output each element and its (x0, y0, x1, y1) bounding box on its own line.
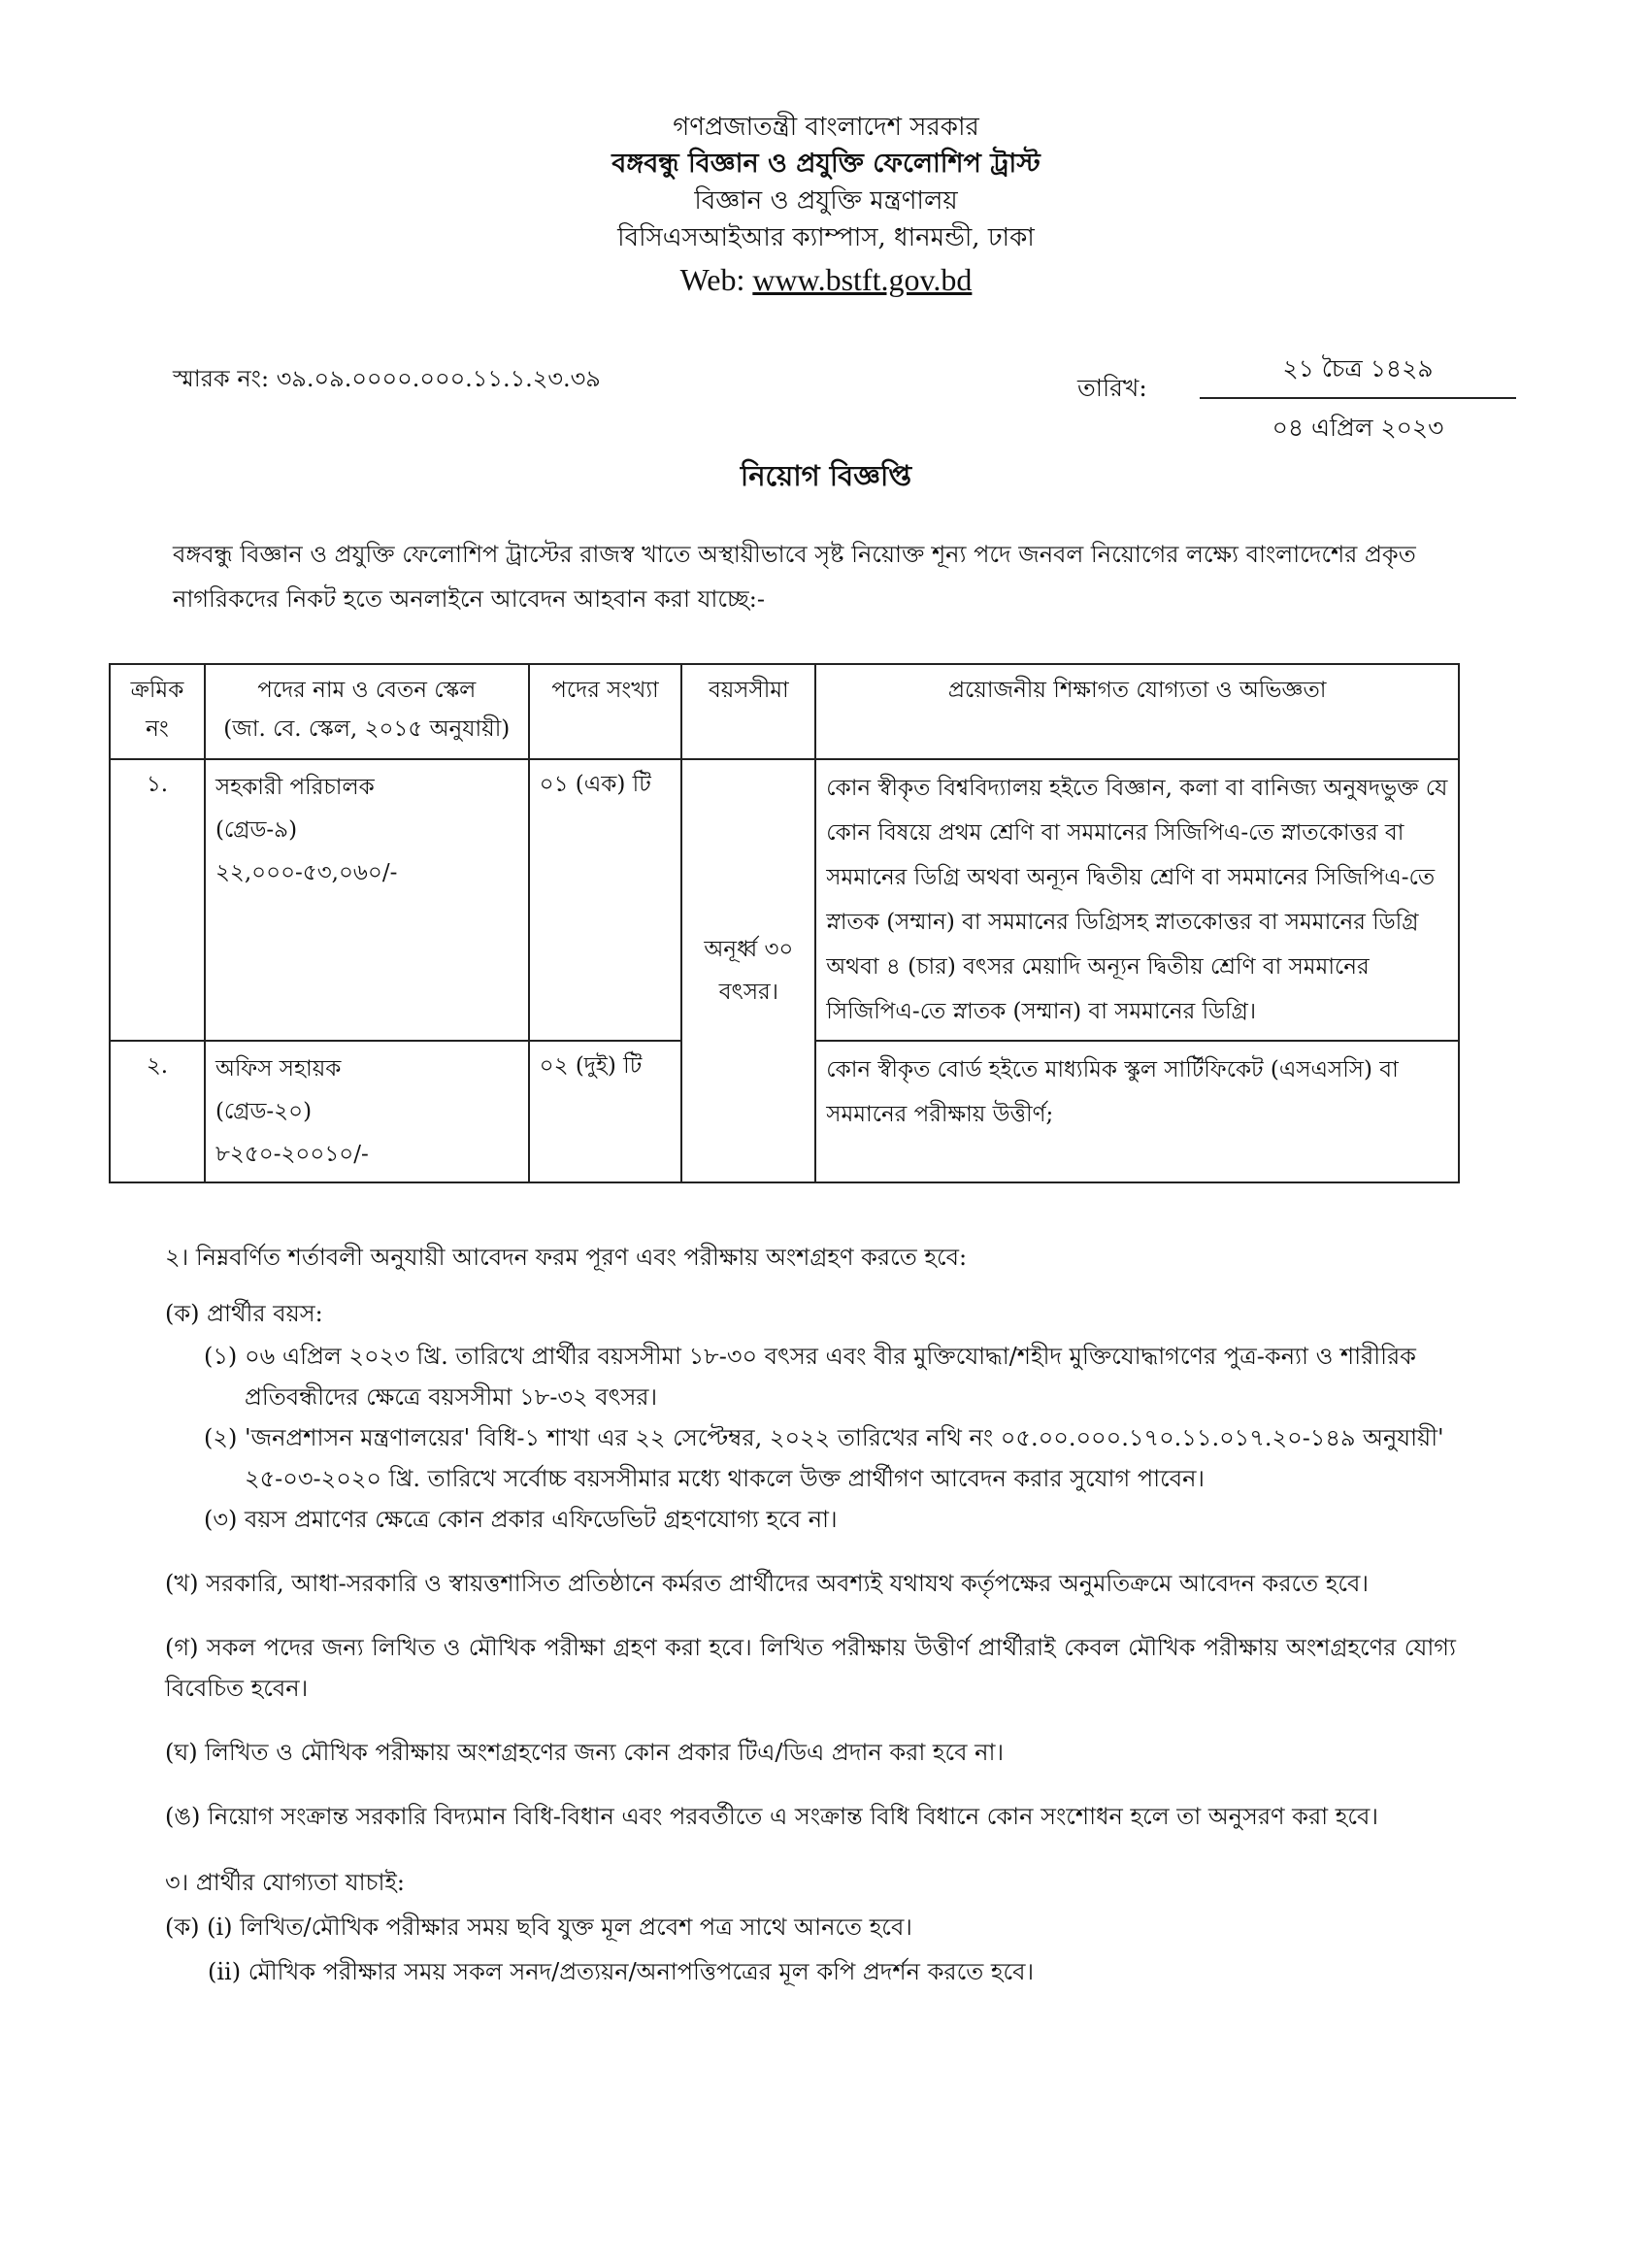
header-qualification: প্রয়োজনীয় শিক্ষাগত যোগ্যতা ও অভিজ্ঞতা (815, 664, 1459, 759)
table-header-row (110, 664, 1459, 759)
age-condition-1 (165, 1336, 1456, 1417)
header-post-count: পদের সংখ্যা (529, 664, 682, 759)
header-age-limit: বয়সসীমা (681, 664, 815, 759)
row-post-count: ০২ (দুই) টি (529, 1041, 682, 1182)
row-qualification: কোন স্বীকৃত বোর্ড হইতে মাধ্যমিক স্কুল সার্টিফিকেট (এসএসসি) বা সমমানের পরীক্ষায় উত্তীর্ণ; (815, 1041, 1459, 1182)
age-condition-1-key: (১) (204, 1343, 238, 1370)
header-post-name-sub: (জা. বে. স্কেল, ২০১৫ অনুযায়ী) (223, 716, 511, 742)
row-pay-scale: ৮২৫০-২০০১০/- (215, 1142, 369, 1167)
date-block (1200, 349, 1516, 450)
condition-kha: (খ) সরকারি, আধা-সরকারি ও স্বায়ত্তশাসিত প্রতিষ্ঠানে কর্মরত প্রার্থীদের অবশ্যই যথাযথ কর্তৃপক্ষের অনুমতিক্রমে আবেদন করতে হবে। (165, 1570, 1369, 1597)
condition-gha: (ঘ) লিখিত ও মৌখিক পরীক্ষায় অংশগ্রহণের জন্য কোন প্রকার টিএ/ডিএ প্রদান করা হবে না। (165, 1739, 1005, 1766)
intro-paragraph: বঙ্গবন্ধু বিজ্ঞান ও প্রযুক্তি ফেলোশিপ ট্রাস্টের রাজস্ব খাতে অস্থায়ীভাবে সৃষ্ট নিয়োক্ত শূন্য পদে জনবল নিয়োগের লক্ষ্যে বাংলাদেশের প্রকৃত নাগরিকদের নিকট হতে অনলাইনে আবেদন আহবান করা যাচ্ছে:- (173, 541, 1416, 613)
verification-item-ii: (ii) মৌখিক পরীক্ষার সময় সকল সনদ/প্রত্যয়ন/অনাপত্তিপত্রের মূল কপি প্রদর্শন করতে হবে। (208, 1958, 1035, 1985)
age-condition-3-key: (৩) (204, 1506, 238, 1533)
conditions-section (165, 1235, 1456, 1994)
age-condition-3 (165, 1499, 1456, 1540)
age-condition-1-text: ০৬ এপ্রিল ২০২৩ খ্রি. তারিখে প্রার্থীর বয়সসীমা ১৮-৩০ বৎসর এবং বীর মুক্তিযোদ্ধা/শহীদ মুক্তিযোদ্ধাগণের পুত্র-কন্যা ও শারীরিক প্রতিবন্ধীদের ক্ষেত্রে বয়সসীমা ১৮-৩২ বৎসর। (245, 1343, 1416, 1411)
age-condition-2-text: 'জনপ্রশাসন মন্ত্রণালয়ের' বিধি-১ শাখা এর ২২ সেপ্টেম্বর, ২০২২ তারিখের নথি নং ০৫.০০.০০০.১৭০.১১.০১৭.২০-১৪৯ অনুযায়ী' ২৫-০৩-২০২০ খ্রি. তারিখে সর্বোচ্চ বয়সসীমার মধ্যে থাকলে উক্ত প্রার্থীগণ আবেদন করার সুযোগ পাবেন। (245, 1424, 1444, 1492)
row-qualification: কোন স্বীকৃত বিশ্ববিদ্যালয় হইতে বিজ্ঞান, কলা বা বানিজ্য অনুষদভুক্ত যে কোন বিষয়ে প্রথম শ্রেণি বা সমমানের সিজিপিএ-তে স্নাতকোত্তর বা সমমানের ডিগ্রি অথবা অন্যূন দ্বিতীয় শ্রেণি বা সমমানের সিজিপিএ-তে স্নাতক (সম্মান) বা সমমানের ডিগ্রিসহ স্নাতকোত্তর বা সমমানের ডিগ্রি অথবা ৪ (চার) বৎসর মেয়াদি অন্যূন দ্বিতীয় শ্রেণি বা সমমানের সিজিপিএ-তে স্নাতক (সম্মান) বা সমমানের ডিগ্রি। (815, 759, 1459, 1041)
web-label: Web: (679, 262, 745, 297)
row-post-details (205, 759, 529, 1041)
age-limit-cell: অনূর্ধ্ব ৩০ বৎসর। (681, 759, 815, 1182)
organization-name: বঙ্গবন্ধু বিজ্ঞান ও প্রযুক্তি ফেলোশিপ ট্রাস্ট (611, 149, 1041, 179)
header-serial: ক্রমিক নং (110, 664, 205, 759)
row-post-grade: (গ্রেড-৯) (215, 817, 298, 843)
date-label: তারিখ: (1077, 374, 1147, 402)
row-post-details (205, 1041, 529, 1182)
website-link[interactable]: www.bstft.gov.bd (752, 262, 973, 297)
age-condition-2 (165, 1417, 1456, 1499)
section-3-heading: ৩। প্রার্থীর যোগ্যতা যাচাই: (165, 1869, 406, 1896)
website-line (0, 256, 1652, 303)
condition-ga: (গ) সকল পদের জন্য লিখিত ও মৌখিক পরীক্ষা গ্রহণ করা হবে। লিখিত পরীক্ষায় উত্তীর্ণ প্রার্থীরাই কেবল মৌখিক পরীক্ষায় অংশগ্রহণের যোগ্য বিবেচিত হবেন। (165, 1634, 1456, 1702)
row-serial: ২. (110, 1041, 205, 1182)
memo-number: স্মারক নং: ৩৯.০৯.০০০০.০০০.১১.১.২৩.৩৯ (173, 365, 601, 392)
verification-item-i: (ক) (i) লিখিত/মৌখিক পরীক্ষার সময় ছবি যুক্ত মূল প্রবেশ পত্র সাথে আনতে হবে। (165, 1914, 912, 1941)
row-serial: ১. (110, 759, 205, 1041)
government-name: গণপ্রজাতন্ত্রী বাংলাদেশ সরকার (673, 113, 979, 142)
row-post-name: অফিস সহায়ক (215, 1056, 342, 1082)
notice-title: নিয়োগ বিজ্ঞপ্তি (740, 459, 912, 492)
section-2-heading: ২। নিম্নবর্ণিত শর্তাবলী অনুযায়ী আবেদন ফরম পূরণ এবং পরীক্ষায় অংশগ্রহণ করতে হবে: (165, 1244, 968, 1271)
ministry-name: বিজ্ঞান ও প্রযুক্তি মন্ত্রণালয় (694, 186, 958, 216)
age-subheading: (ক) প্রার্থীর বয়স: (165, 1300, 323, 1327)
vacancy-table (109, 663, 1460, 1183)
age-condition-3-text: বয়স প্রমাণের ক্ষেত্রে কোন প্রকার এফিডেভিট গ্রহণযোগ্য হবে না। (245, 1506, 838, 1533)
date-english: ০৪ এপ্রিল ২০২৩ (1272, 414, 1444, 442)
office-address: বিসিএসআইআর ক্যাম্পাস, ধানমন্ডী, ঢাকা (617, 223, 1035, 252)
header-post-name-main: পদের নাম ও বেতন স্কেল (257, 678, 477, 703)
date-bangla: ২১ চৈত্র ১৪২৯ (1200, 349, 1516, 399)
condition-uma: (ঙ) নিয়োগ সংক্রান্ত সরকারি বিদ্যমান বিধি-বিধান এবং পরবর্তীতে এ সংক্রান্ত বিধি বিধানে কোন সংশোধন হলে তা অনুসরণ করা হবে। (165, 1803, 1378, 1830)
header-post-name (205, 664, 529, 759)
row-post-name: সহকারী পরিচালক (215, 775, 375, 800)
row-pay-scale: ২২,০০০-৫৩,০৬০/- (215, 860, 398, 885)
letterhead (0, 109, 1652, 303)
age-condition-2-key: (২) (204, 1424, 238, 1451)
row-post-count: ০১ (এক) টি (529, 759, 682, 1041)
table-row (110, 759, 1459, 1041)
row-post-grade: (গ্রেড-২০) (215, 1099, 313, 1124)
